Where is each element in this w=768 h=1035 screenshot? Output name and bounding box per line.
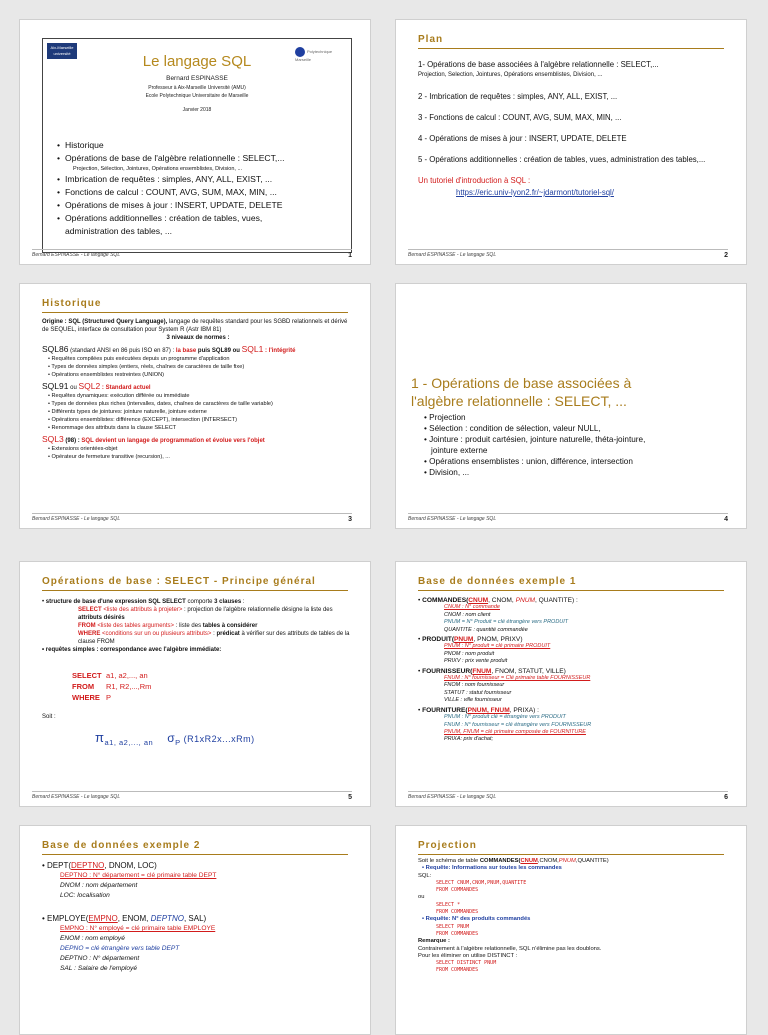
sql-example: SELECT a1, a2,..., an FROM R1, R2,...,Rm WHERE P — [72, 671, 152, 702]
slide-5 — [19, 561, 371, 807]
attr: PNOM : nom produit — [444, 650, 495, 657]
outline-list — [57, 139, 341, 238]
slide-footer: Bernard ESPINASSE - Le langage SQL 1 — [32, 249, 352, 259]
attr: PRIXA: prix d'achat; — [444, 736, 494, 743]
polytech-logo-text: Polytechnique Marseille — [295, 49, 333, 62]
page-number: 6 — [724, 794, 728, 801]
title-divider — [42, 854, 348, 855]
title-divider — [418, 854, 724, 855]
code-line: SELECT DISTINCT PNUM — [436, 960, 497, 967]
sql91-item: • Requêtes dynamiques: exécution différée ou immédiate — [48, 393, 190, 399]
title-divider — [42, 312, 348, 313]
title-divider — [42, 590, 348, 591]
query-2-label: • Requête: N° des produits commandés — [422, 916, 531, 923]
plan-item: 5 - Opérations additionnelles : création de tables, vues, administration des tables,... — [418, 155, 706, 164]
attr: DNOM : nom département — [60, 882, 138, 889]
outline-item: • Imbrication de requêtes : simples, ANY, ALL, EXIST, ... — [57, 174, 273, 184]
outline-subitem: Projection, Sélection, Jointures, Opérations ensemblistes, Division, ... — [73, 166, 243, 172]
code-line: SELECT * — [436, 901, 461, 908]
schema-text: Soit le schéma de table COMMANDES(CNUM,CNOM,PNUM,QUANTITE) — [418, 858, 609, 864]
section-item: • Sélection : condition de sélection, valeur NULL, — [424, 424, 601, 433]
remark-text: Contrairement à l'algèbre relationnelle, SQL n'élimine pas les doublons. — [418, 945, 602, 952]
slide-3 — [19, 283, 371, 529]
schema-1 — [418, 597, 730, 744]
sql3-item: • Extensions orientées-objet — [48, 446, 118, 452]
query-1-label: • Requête: Informations sur toutes les commandes — [422, 865, 562, 872]
entity-employe: • EMPLOYE(EMPNO, ENOM, DEPTNO, SAL) — [42, 914, 207, 923]
attr: DEPNO = clé étrangère vers table DEPT — [60, 945, 180, 952]
attr: PRIXV : prix vente produit — [444, 658, 508, 665]
slide-footer: Bernard ESPINASSE - Le langage SQL 5 — [32, 791, 352, 801]
affiliation-1: Professeur à Aix-Marseille Université (AMU) — [148, 85, 246, 91]
section-item: • Projection — [424, 413, 466, 422]
algebra-expression: $\pi_{a1, a2,..., an}$ $\sigma_P$ (R1xR2x...xRm) — [95, 730, 255, 747]
sql91-item: • Renommage des attributs dans la clause SELECT — [48, 425, 177, 431]
attr: DEPTNO : N° département = clé primaire table DEPT — [60, 872, 217, 879]
entity-fournisseur: • FOURNISSEUR(FNUM, FNOM, STATUT, VILLE) — [418, 667, 566, 675]
outline-item: • Fonctions de calcul : COUNT, AVG, SUM, MAX, MIN, ... — [57, 187, 277, 197]
page-number: 5 — [348, 794, 352, 801]
code-line: FROM COMMANDES — [436, 909, 479, 916]
from-clause: FROM <liste des tables arguments> : liste des tables à considérer — [78, 623, 258, 629]
attr: ENOM : nom employé — [60, 935, 125, 942]
attr: PNUM : N° produit clé = étrangère vers PRODUIT — [444, 714, 566, 721]
simple-queries-text: • requêtes simples : correspondance avec l'algèbre immédiate: — [42, 647, 222, 653]
select-clause: SELECT <liste des attributs à projeter> : projection de l'algèbre relationnelle désigne la liste des attributs désirés — [78, 607, 333, 621]
page-number: 3 — [348, 516, 352, 523]
remark-heading: Remarque : — [418, 938, 450, 945]
plan-item: 3 - Fonctions de calcul : COUNT, AVG, SUM, MAX, MIN, ... — [418, 113, 622, 122]
slide-6 — [395, 561, 747, 807]
slide-4 — [395, 283, 747, 529]
amu-logo: Aix-Marseille université — [47, 43, 77, 59]
code-line: FROM COMMANDES — [436, 930, 479, 937]
sql86-item: • Types de données simples (entiers, réels, chaînes de caractères de taille fixe) — [48, 364, 245, 370]
page-number: 4 — [724, 516, 728, 523]
code-line: FROM COMMANDES — [436, 887, 479, 894]
plan-item: 1- Opérations de base associées à l'algèbre relationnelle : SELECT,... Projection, Selection, Jointures, Opérations ensemblistes, Division, ... — [418, 60, 659, 78]
slide-footer: Bernard ESPINASSE - Le langage SQL 2 — [408, 249, 728, 259]
sql3-item: • Opérateur de fermeture transitive (recursion), ... — [48, 454, 170, 460]
slide-2 — [395, 19, 747, 265]
section-title: 1 - Opérations de base associées à l'algèbre relationnelle : SELECT, ... — [411, 375, 632, 409]
structure-text: • structure de base d'une expression SQL SELECT comporte 3 clauses : — [42, 599, 245, 605]
slide-footer: Bernard ESPINASSE - Le langage SQL 6 — [408, 791, 728, 801]
attr: PNUM : N° produit = clé primaire PRODUIT — [444, 643, 551, 650]
attr: FNUM : N° fournisseur = clé étrangère vers FOURNISSEUR — [444, 721, 592, 728]
attr: QUANTITE : quantité commandée — [444, 626, 528, 633]
attr: CNUM : N° commande — [444, 604, 500, 611]
select-principle — [42, 598, 354, 654]
or-text: ou — [418, 894, 425, 901]
sql91-item: • Opérations ensemblistes: différence (EXCEPT), intersection (INTERSECT) — [48, 417, 238, 423]
title-divider — [418, 590, 724, 591]
slide-title: Base de données exemple 2 — [42, 840, 201, 851]
slide-1 — [19, 19, 371, 265]
code-line: SELECT PNUM — [436, 923, 470, 930]
section-item: • Division, ... — [424, 468, 470, 477]
attr: STATUT : statut fournisseur — [444, 689, 512, 696]
plan-item: 2 - Imbrication de requêtes : simples, ANY, ALL, EXIST, ... — [418, 92, 618, 101]
tutorial-label: Un tutoriel d'introduction à SQL : — [418, 176, 531, 185]
outline-item-cont: administration des tables, ... — [65, 226, 172, 236]
slide-footer: Bernard ESPINASSE - Le langage SQL 4 — [408, 513, 728, 523]
slide-title: Base de données exemple 1 — [418, 576, 577, 587]
attr: FNOM : nom fournisseur — [444, 682, 505, 689]
entity-dept: • DEPT(DEPTNO, DNOM, LOC) — [42, 861, 157, 870]
affiliation-2: Ecole Polytechnique Universitaire de Marseille — [145, 93, 249, 99]
attr: VILLE : ville fournisseur — [444, 697, 502, 704]
origin-text: Origine : SQL (Structured Query Language), langage de requêtes standard pour les SGBD relationnels et dérivé de SEQUEL, interface de consultation pour System R (Astr IBM 81) — [42, 319, 348, 333]
section-list — [424, 412, 736, 478]
attr: SAL : Salaire de l'employé — [60, 965, 138, 972]
remark-text: Pour les éliminer on utilise DISTINCT : — [418, 952, 518, 959]
slide-7 — [19, 825, 371, 1035]
attr: LOC: localisation — [60, 892, 110, 899]
code-line: FROM COMMANDES — [436, 967, 479, 974]
attr: PNUM = N° Produit = clé étrangère vers PRODUIT — [444, 619, 569, 626]
sql-label: SQL: — [418, 872, 432, 879]
levels-heading: 3 niveaux de normes : — [166, 335, 230, 341]
page-number: 2 — [724, 252, 728, 259]
outline-item: • Opérations de base de l'algèbre relationnelle : SELECT,... — [57, 153, 285, 163]
where-clause: WHERE <conditions sur un ou plusieurs attributs> : prédicat à vérifier sur des attributs de tables de la clause FROM — [78, 631, 350, 645]
section-item-cont: jointure externe — [431, 446, 488, 455]
sql3-heading: SQL3 (98) : SQL devient un langage de programmation et évolue vers l'objet — [42, 434, 265, 444]
attr: EMPNO : N° employé = clé primaire table EMPLOYE — [60, 925, 216, 932]
entity-commandes: • COMMANDES(CNUM, CNOM, PNUM, QUANTITE) : — [418, 597, 578, 604]
code-line: SELECT CNUM,CNOM,PNUM,QUANTITE — [436, 879, 527, 886]
slide-title: Projection — [418, 840, 477, 851]
attr: CNOM : nom client — [444, 611, 491, 618]
sql91-item: • Différents types de jointures: jointure naturelle, jointure externe — [48, 409, 207, 415]
plan-list — [418, 60, 730, 209]
entity-fourniture: • FOURNITURE(PNUM, FNUM, PRIXA) : — [418, 706, 539, 714]
attr: DEPTNO : N° département — [60, 955, 140, 962]
outline-item: • Opérations de mises à jour : INSERT, UPDATE, DELETE — [57, 200, 283, 210]
author: Bernard ESPINASSE — [166, 75, 228, 82]
outline-item: • Opérations additionnelles : création de tables, vues, — [57, 213, 263, 223]
sql86-item: • Requêtes compilées puis exécutées depuis un programme d'application — [48, 356, 230, 362]
outline-item: • Historique — [57, 140, 104, 150]
plan-item: 4 - Opérations de mises à jour : INSERT, UPDATE, DELETE — [418, 134, 627, 143]
slide-footer: Bernard ESPINASSE - Le langage SQL 3 — [32, 513, 352, 523]
date: Janvier 2018 — [182, 107, 212, 113]
attr: PNUM, FNUM = clé primaire composée de FOURNITURE — [444, 728, 586, 735]
section-item: • Jointure : produit cartésien, jointure naturelle, théta-jointure, — [424, 435, 646, 444]
slide-title: Opérations de base : SELECT - Principe général — [42, 576, 316, 587]
slide-title: Le langage SQL — [142, 53, 252, 70]
slide-title: Plan — [418, 34, 444, 45]
sql91-heading: SQL91 ou SQL2 : Standard actuel — [42, 381, 151, 391]
slide-title: Historique — [42, 298, 102, 309]
soit-label: Soit : — [42, 714, 56, 720]
title-box — [42, 38, 352, 253]
sql91-item: • Types de données plus riches (intervalles, dates, chaînes de caractères de taille variable) — [48, 401, 273, 407]
schema-2 — [42, 860, 354, 974]
history-body — [42, 318, 354, 461]
sql86-heading: SQL86 (standard ANSI en 86 puis ISO en 87) : la base puis SQL89 ou SQL1 : l'intégrité — [42, 344, 296, 354]
entity-produit: • PRODUIT(PNUM, PNOM, PRIXV) — [418, 636, 523, 644]
tutorial-link[interactable]: https://eric.univ-lyon2.fr/~jdarmont/tutoriel-sql/ — [456, 188, 614, 197]
sql86-item: • Opérations ensemblistes restreintes (UNION) — [48, 372, 165, 378]
title-divider — [418, 48, 724, 49]
section-item: • Opérations ensemblistes : union, différence, intersection — [424, 457, 633, 466]
slide-8 — [395, 825, 747, 1035]
projection-body — [418, 858, 730, 975]
attr: FNUM : N° fournisseur = Clé primaire table FOURNISSEUR — [444, 675, 591, 682]
page-number: 1 — [348, 252, 352, 259]
